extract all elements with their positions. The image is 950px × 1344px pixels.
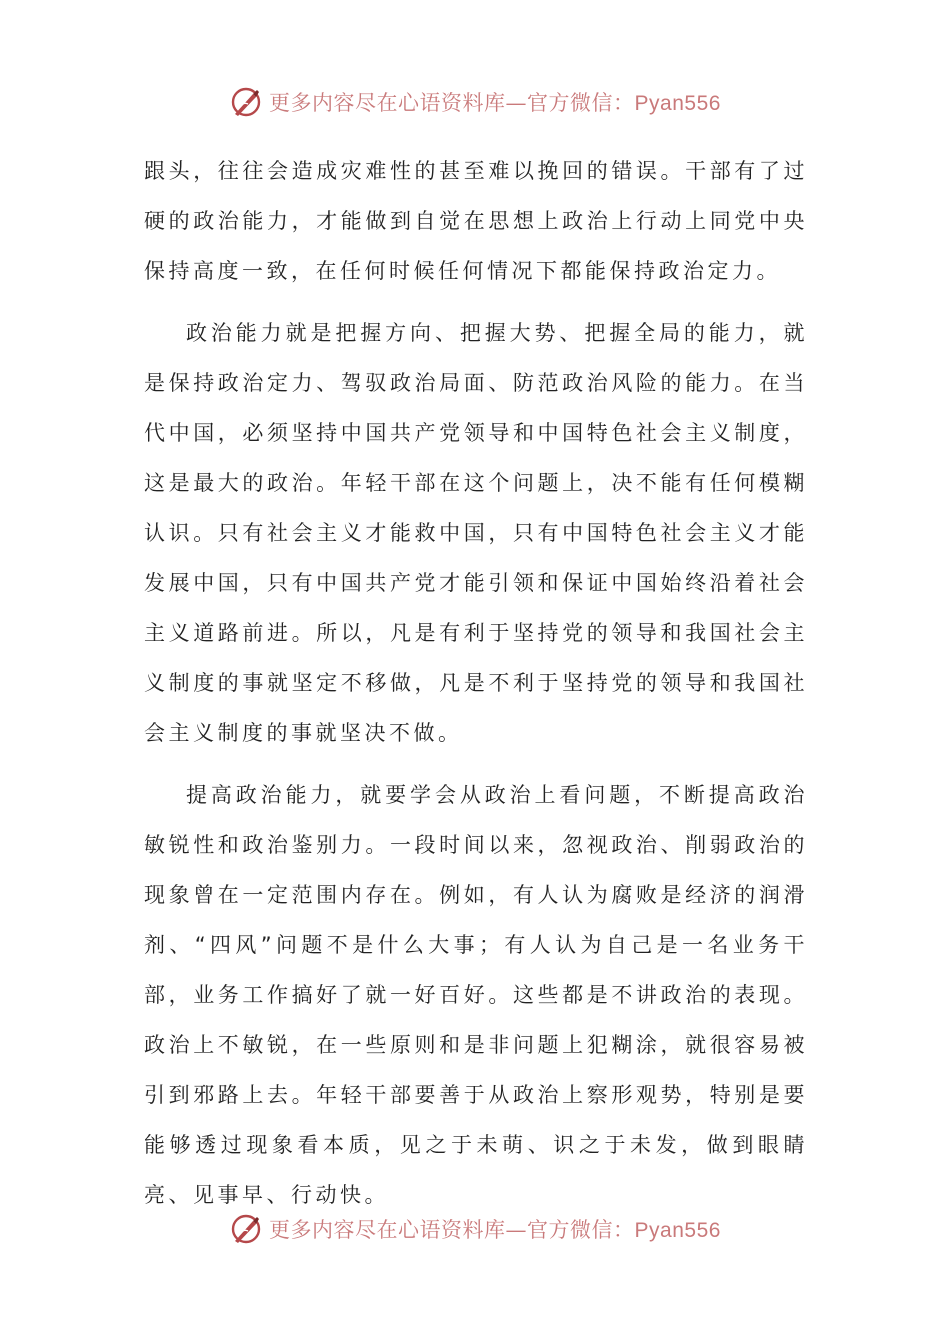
- paragraph-3: 提高政治能力，就要学会从政治上看问题，不断提高政治敏锐性和政治鉴别力。一段时间以来，忽视政治、削弱政治的现象曾在一定范围内存在。例如，有人认为腐败是经济的润滑剂、“四风”问题不是什么大事；有人认为自己是一名业务干部，业务工作搞好了就一好百好。这些都是不讲政治的表现。政治上不敏锐，在一些原则和是非问题上犯糊涂，就很容易被引到邪路上去。年轻干部要善于从政治上察形观势，特别是要能够透过现象看本质，见之于未萌、识之于未发，做到眼睛亮、见事早、行动快。: [144, 783, 808, 1207]
- pen-logo-icon: [229, 85, 263, 119]
- footer-banner-text: 更多内容尽在心语资料库—官方微信：Pyan556: [269, 1218, 721, 1242]
- header-wechat-handle: Pyan556: [634, 92, 721, 115]
- footer-banner: [0, 1209, 950, 1249]
- paragraph-2: 政治能力就是把握方向、把握大势、把握全局的能力，就是保持政治定力、驾驭政治局面、防范政治风险的能力。在当代中国，必须坚持中国共产党领导和中国特色社会主义制度，这是最大的政治。年轻干部在这个问题上，决不能有任何模糊认识。只有社会主义才能救中国，只有中国特色社会主义才能发展中国，只有中国共产党才能引领和保证中国始终沿着社会主义道路前进。所以，凡是有利于坚持党的领导和我国社会主义制度的事就坚定不移做，凡是不利于坚持党的领导和我国社会主义制度的事就坚决不做。: [144, 321, 808, 745]
- pen-logo-icon: [229, 1212, 263, 1246]
- footer-wechat-handle: Pyan556: [634, 1219, 721, 1242]
- paragraph-1: 跟头，往往会造成灾难性的甚至难以挽回的错误。干部有了过硬的政治能力，才能做到自觉在思想上政治上行动上同党中央保持高度一致，在任何时候任何情况下都能保持政治定力。: [144, 159, 808, 283]
- document-body: [144, 146, 808, 1220]
- header-banner: [0, 82, 950, 122]
- header-banner-text: 更多内容尽在心语资料库—官方微信：Pyan556: [269, 91, 721, 115]
